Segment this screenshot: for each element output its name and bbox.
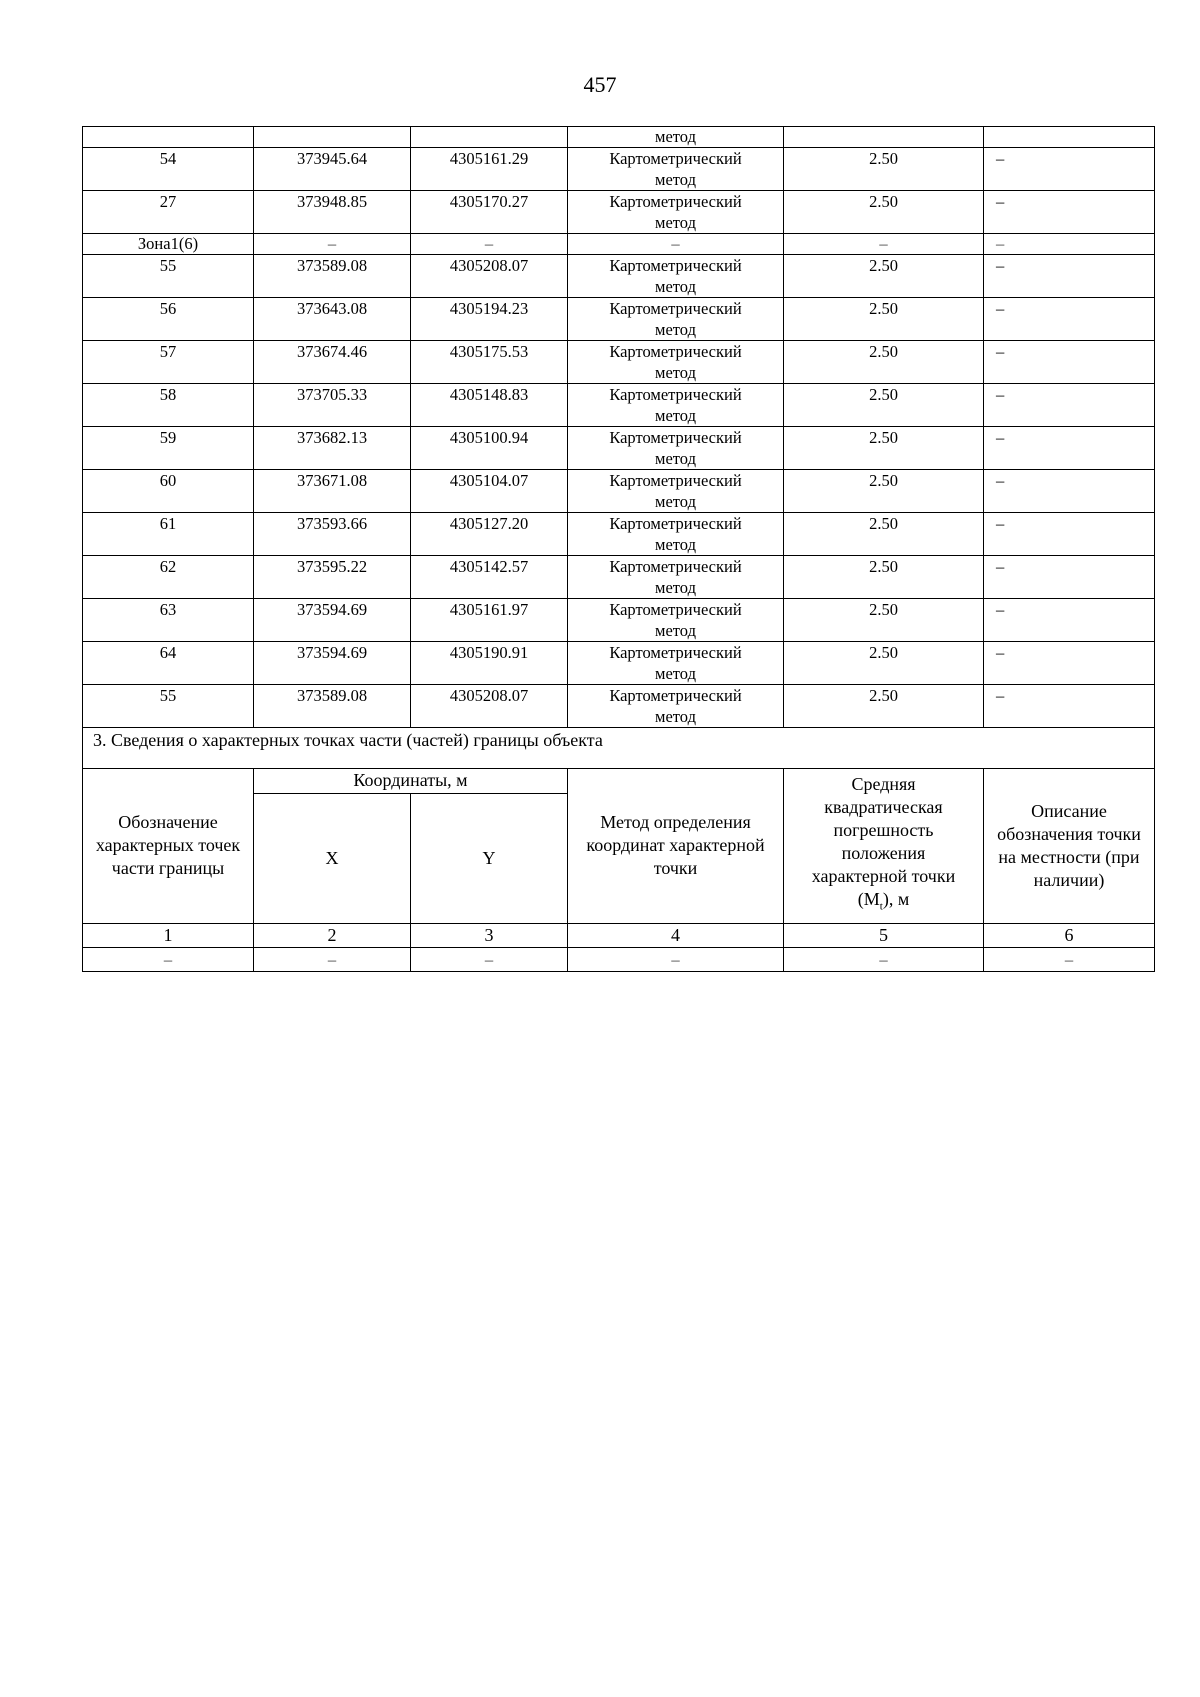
header-coordinates: Координаты, м: [254, 769, 568, 794]
method-cell: [568, 384, 784, 427]
empty-cell: –: [984, 947, 1155, 971]
method-cell: [568, 148, 784, 191]
method-line: Картометрический: [609, 686, 742, 705]
table-row: [83, 191, 1155, 234]
zone-y-cell: –: [411, 234, 568, 255]
section-3-row: [83, 728, 1155, 769]
error-cell: 2.50: [784, 255, 984, 298]
method-line: Картометрический: [609, 428, 742, 447]
table-row: [83, 148, 1155, 191]
point-cell: 27: [83, 191, 254, 234]
point-cell: 54: [83, 148, 254, 191]
x-cell: 373682.13: [254, 427, 411, 470]
y-cell: 4305104.07: [411, 470, 568, 513]
zone-method-cell: –: [568, 234, 784, 255]
empty-cell: –: [254, 947, 411, 971]
method-line: метод: [655, 535, 696, 554]
description-cell: –: [984, 685, 1155, 728]
method-cell: [568, 191, 784, 234]
y-cell: 4305208.07: [411, 685, 568, 728]
method-line: метод: [655, 320, 696, 339]
column-numbers-row: [83, 923, 1155, 947]
description-cell: –: [984, 384, 1155, 427]
method-cell: [568, 341, 784, 384]
method-line: Картометрический: [609, 385, 742, 404]
empty-data-row: [83, 947, 1155, 971]
y-cell: 4305161.29: [411, 148, 568, 191]
method-line: метод: [655, 406, 696, 425]
error-cell: 2.50: [784, 191, 984, 234]
column-number: 4: [568, 923, 784, 947]
section-3-title: 3. Сведения о характерных точках части (частей) границы объекта: [83, 728, 1155, 769]
method-line: метод: [655, 213, 696, 232]
point-cell: 60: [83, 470, 254, 513]
header-row: [83, 769, 1155, 794]
table-row: [83, 685, 1155, 728]
table-row: [83, 255, 1155, 298]
point-cell: 55: [83, 685, 254, 728]
point-cell: 59: [83, 427, 254, 470]
header-x: X: [254, 794, 411, 923]
method-line: метод: [655, 363, 696, 382]
method-line: метод: [655, 707, 696, 726]
point-cell: 57: [83, 341, 254, 384]
y-cell: 4305194.23: [411, 298, 568, 341]
method-line: Картометрический: [609, 514, 742, 533]
empty-cell: –: [411, 947, 568, 971]
method-cell: [568, 642, 784, 685]
table-row: [83, 642, 1155, 685]
y-cell: 4305175.53: [411, 341, 568, 384]
x-cell: 373595.22: [254, 556, 411, 599]
method-line: Картометрический: [609, 192, 742, 211]
y-cell: 4305190.91: [411, 642, 568, 685]
method-line: Картометрический: [609, 342, 742, 361]
description-cell: –: [984, 599, 1155, 642]
column-number: 3: [411, 923, 568, 947]
error-cell: 2.50: [784, 642, 984, 685]
x-cell: 373674.46: [254, 341, 411, 384]
table-row: [83, 341, 1155, 384]
method-cell: [568, 255, 784, 298]
method-line: метод: [655, 277, 696, 296]
method-line: Картометрический: [609, 600, 742, 619]
method-cell: [568, 599, 784, 642]
method-cell: [568, 513, 784, 556]
header-method: Метод определения координат характерной точки: [568, 769, 784, 924]
error-cell: 2.50: [784, 685, 984, 728]
method-cell: [568, 427, 784, 470]
method-line: Картометрический: [609, 643, 742, 662]
y-cell: 4305148.83: [411, 384, 568, 427]
method-line: метод: [655, 170, 696, 189]
y-cell: 4305100.94: [411, 427, 568, 470]
empty-cell: –: [83, 947, 254, 971]
method-line: метод: [655, 621, 696, 640]
method-line: метод: [655, 664, 696, 683]
cell: [254, 127, 411, 148]
header-error-subscript: t: [879, 900, 883, 913]
y-cell: 4305142.57: [411, 556, 568, 599]
cell: метод: [568, 127, 784, 148]
y-cell: 4305161.97: [411, 599, 568, 642]
description-cell: –: [984, 513, 1155, 556]
error-cell: 2.50: [784, 341, 984, 384]
error-cell: 2.50: [784, 427, 984, 470]
x-cell: 373948.85: [254, 191, 411, 234]
x-cell: 373589.08: [254, 685, 411, 728]
error-cell: 2.50: [784, 599, 984, 642]
description-cell: –: [984, 298, 1155, 341]
page-number: 457: [583, 72, 617, 97]
cell: [984, 127, 1155, 148]
cell: [411, 127, 568, 148]
error-cell: 2.50: [784, 148, 984, 191]
cell: [83, 127, 254, 148]
header-y: Y: [411, 794, 568, 923]
method-line: метод: [655, 578, 696, 597]
x-cell: 373945.64: [254, 148, 411, 191]
y-cell: 4305127.20: [411, 513, 568, 556]
table-row: [83, 470, 1155, 513]
error-cell: 2.50: [784, 513, 984, 556]
zone-error-cell: –: [784, 234, 984, 255]
description-cell: –: [984, 341, 1155, 384]
column-number: 6: [984, 923, 1155, 947]
point-cell: 55: [83, 255, 254, 298]
header-error-unit: ), м: [882, 889, 910, 909]
carry-over-row: [83, 127, 1155, 148]
table-row: [83, 556, 1155, 599]
method-line: Картометрический: [609, 471, 742, 490]
y-cell: 4305170.27: [411, 191, 568, 234]
method-line: Картометрический: [609, 149, 742, 168]
method-line: Картометрический: [609, 256, 742, 275]
column-number: 2: [254, 923, 411, 947]
y-cell: 4305208.07: [411, 255, 568, 298]
header-description: Описание обозначения точки на местности (при наличии): [984, 769, 1155, 924]
header-designation: Обозначение характерных точек части границы: [83, 769, 254, 924]
zone-row: [83, 234, 1155, 255]
method-cell: [568, 470, 784, 513]
column-number: 5: [784, 923, 984, 947]
description-cell: –: [984, 470, 1155, 513]
point-cell: 58: [83, 384, 254, 427]
coordinates-table: [82, 126, 1155, 972]
method-cell: [568, 298, 784, 341]
description-cell: –: [984, 191, 1155, 234]
point-cell: 64: [83, 642, 254, 685]
table-row: [83, 513, 1155, 556]
column-number: 1: [83, 923, 254, 947]
x-cell: 373593.66: [254, 513, 411, 556]
error-cell: 2.50: [784, 470, 984, 513]
zone-desc-cell: –: [984, 234, 1155, 255]
table-row: [83, 427, 1155, 470]
x-cell: 373589.08: [254, 255, 411, 298]
point-cell: 56: [83, 298, 254, 341]
zone-x-cell: –: [254, 234, 411, 255]
x-cell: 373705.33: [254, 384, 411, 427]
description-cell: –: [984, 556, 1155, 599]
point-cell: 63: [83, 599, 254, 642]
description-cell: –: [984, 427, 1155, 470]
method-line: метод: [655, 449, 696, 468]
description-cell: –: [984, 255, 1155, 298]
point-cell: 61: [83, 513, 254, 556]
table-row: [83, 599, 1155, 642]
table-row: [83, 298, 1155, 341]
header-error: [784, 769, 984, 924]
x-cell: 373594.69: [254, 599, 411, 642]
error-cell: 2.50: [784, 384, 984, 427]
method-cell: [568, 685, 784, 728]
x-cell: 373643.08: [254, 298, 411, 341]
x-cell: 373594.69: [254, 642, 411, 685]
description-cell: –: [984, 148, 1155, 191]
table-row: [83, 384, 1155, 427]
method-line: метод: [655, 492, 696, 511]
point-cell: 62: [83, 556, 254, 599]
empty-cell: –: [784, 947, 984, 971]
description-cell: –: [984, 642, 1155, 685]
method-line: Картометрический: [609, 557, 742, 576]
method-cell: [568, 556, 784, 599]
cell: [784, 127, 984, 148]
empty-cell: –: [568, 947, 784, 971]
error-cell: 2.50: [784, 556, 984, 599]
x-cell: 373671.08: [254, 470, 411, 513]
method-line: Картометрический: [609, 299, 742, 318]
error-cell: 2.50: [784, 298, 984, 341]
zone-point-cell: Зона1(6): [83, 234, 254, 255]
header-error-text: Средняя квадратическая погрешность положения характерной точки (М: [811, 774, 956, 909]
